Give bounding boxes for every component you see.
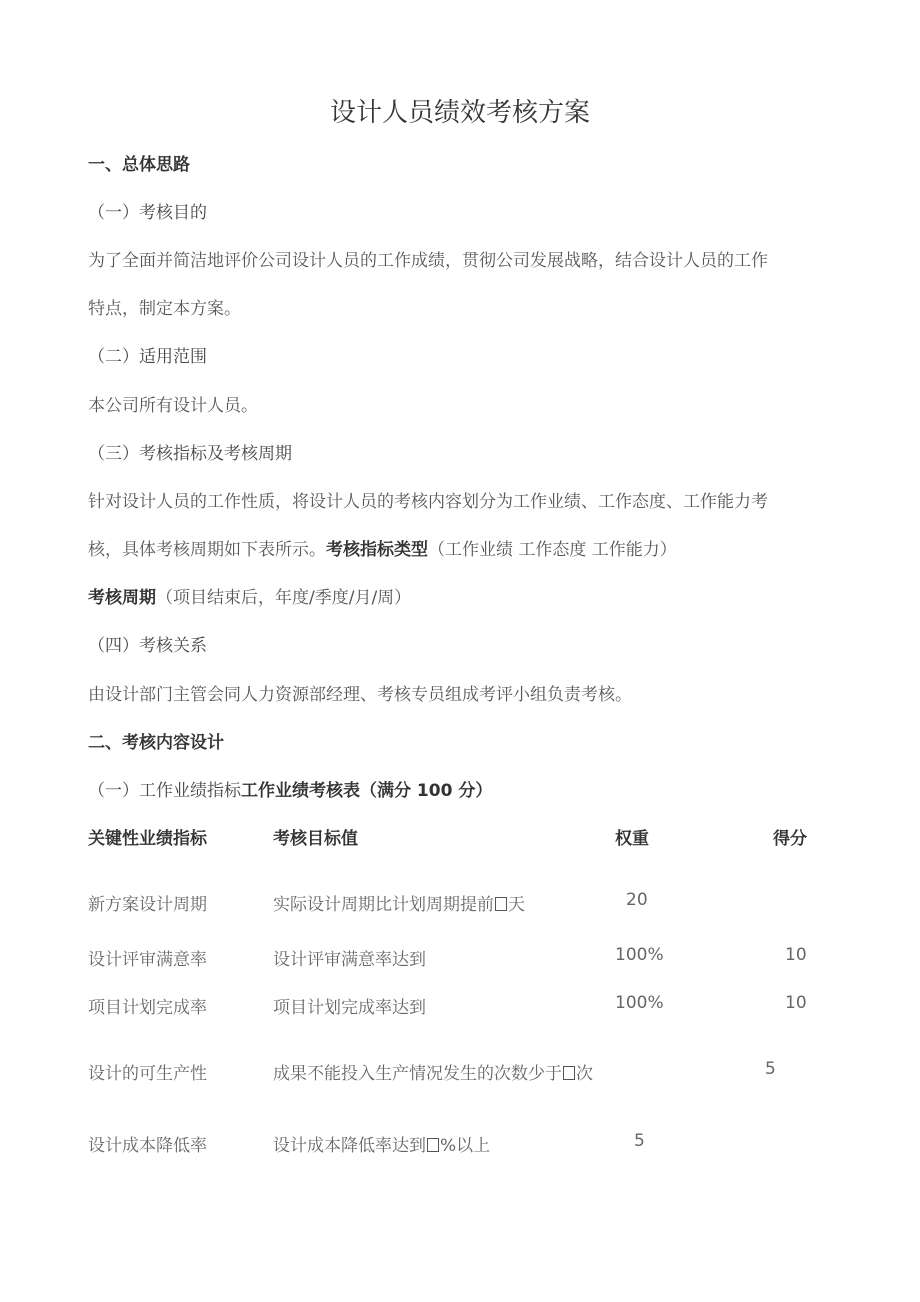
- paragraph-relationship: 由设计部门主管会同人力资源部经理、考核专员组成考评小组负责考核。: [88, 685, 632, 705]
- paragraph-purpose-line2: 特点，制定本方案。: [88, 299, 241, 319]
- table-row-indicator: 设计的可生产性: [88, 1064, 207, 1084]
- table-row-target: [273, 1059, 593, 1084]
- performance-table-title: 工作业绩考核表（满分 100 分）: [241, 781, 493, 801]
- target-unit: %以上: [440, 1136, 491, 1156]
- indicator-type-label: 考核指标类型: [326, 540, 428, 560]
- table-row-target: [273, 1131, 490, 1156]
- table-row-value: 20: [626, 890, 648, 910]
- table-row-percent: 100%: [615, 945, 664, 965]
- table-row-value: 10: [785, 993, 807, 1013]
- target-unit: 天: [508, 895, 525, 915]
- table-header-indicator: 关键性业绩指标: [88, 829, 207, 849]
- blank-box-icon: [495, 897, 507, 911]
- table-row-value: 10: [785, 945, 807, 965]
- table-row-indicator: 项目计划完成率: [88, 998, 207, 1018]
- subheading-relationship: （四）考核关系: [88, 636, 207, 656]
- subheading-purpose: （一）考核目的: [88, 203, 207, 223]
- table-row-target: [273, 890, 525, 915]
- subheading-indicators: （三）考核指标及考核周期: [88, 444, 292, 464]
- target-unit: 次: [576, 1064, 593, 1084]
- blank-box-icon: [563, 1066, 575, 1080]
- document-title: 设计人员绩效考核方案: [329, 98, 590, 128]
- performance-heading-text: （一）工作业绩指标: [88, 781, 241, 801]
- indicator-type-values: （工作业绩 工作态度 工作能力）: [428, 540, 677, 560]
- section-heading-overall: 一、总体思路: [88, 155, 190, 175]
- target-text: 成果不能投入生产情况发生的次数少于: [273, 1064, 562, 1084]
- blank-box-icon: [427, 1138, 439, 1152]
- paragraph-purpose-line1: 为了全面并简洁地评价公司设计人员的工作成绩，贯彻公司发展战略，结合设计人员的工作: [88, 251, 768, 271]
- paragraph-scope: 本公司所有设计人员。: [88, 396, 258, 416]
- cycle-values: （项目结束后，年度/季度/月/周）: [156, 588, 412, 608]
- paragraph-indicators-line2: [88, 535, 677, 560]
- subheading-performance: [88, 776, 492, 801]
- table-row-indicator: 新方案设计周期: [88, 895, 207, 915]
- table-header-score: 得分: [773, 829, 807, 849]
- table-row-value: 5: [765, 1059, 776, 1079]
- table-row-indicator: 设计评审满意率: [88, 950, 207, 970]
- table-row-target: 项目计划完成率达到: [273, 998, 426, 1018]
- table-row-percent: 100%: [615, 993, 664, 1013]
- table-row-indicator: 设计成本降低率: [88, 1136, 207, 1156]
- section-heading-content: 二、考核内容设计: [88, 733, 224, 753]
- table-row-target: 设计评审满意率达到: [273, 950, 426, 970]
- target-text: 实际设计周期比计划周期提前: [273, 895, 494, 915]
- indicators-line2-text: 核，具体考核周期如下表所示。: [88, 540, 326, 560]
- paragraph-cycle: [88, 583, 411, 608]
- paragraph-indicators-line1: 针对设计人员的工作性质，将设计人员的考核内容划分为工作业绩、工作态度、工作能力考: [88, 492, 768, 512]
- subheading-scope: （二）适用范围: [88, 347, 207, 367]
- table-header-target: 考核目标值: [273, 829, 358, 849]
- table-header-weight: 权重: [615, 829, 649, 849]
- table-row-value: 5: [634, 1131, 645, 1151]
- target-text: 设计成本降低率达到: [273, 1136, 426, 1156]
- cycle-label: 考核周期: [88, 588, 156, 608]
